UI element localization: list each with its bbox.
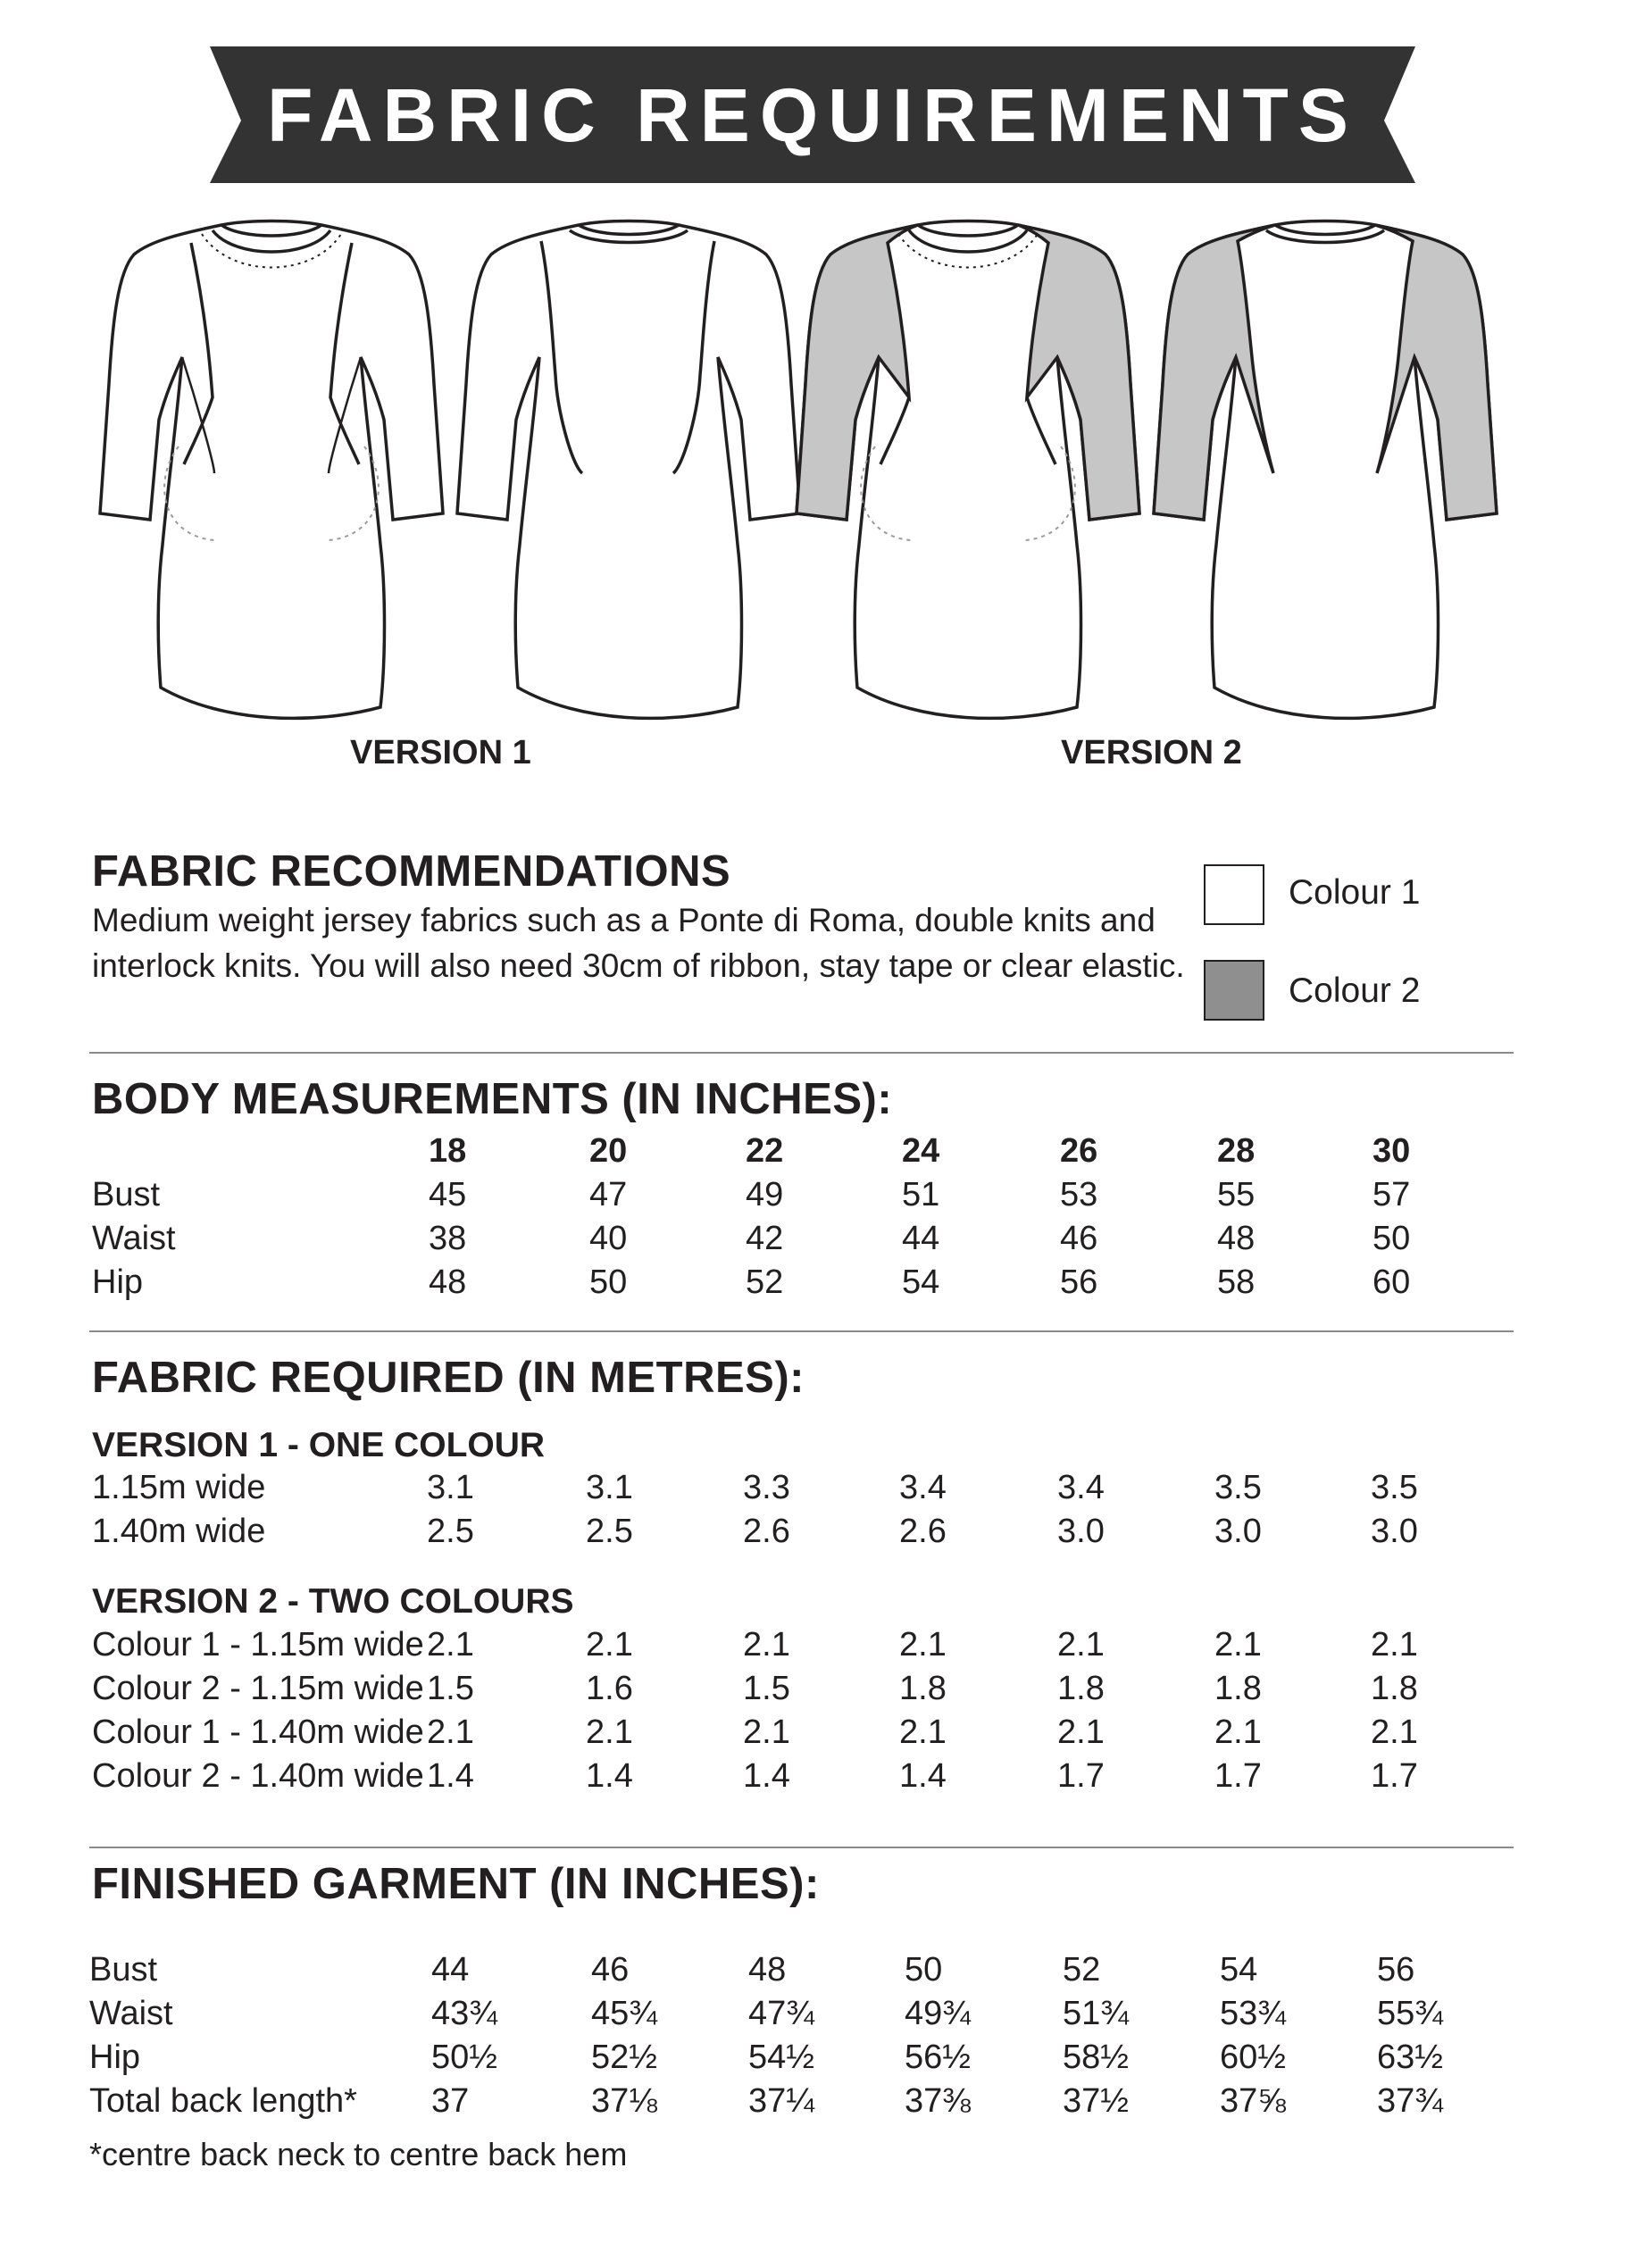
version-1-heading: VERSION 1 - ONE COLOUR bbox=[92, 1426, 546, 1464]
size-18: 18 bbox=[429, 1132, 467, 1170]
table-row: Colour 2 - 1.15m wide 1.5 1.6 1.5 1.8 1.8 1.8 1.8 bbox=[92, 1670, 1418, 1707]
recommendations-heading: FABRIC RECOMMENDATIONS bbox=[92, 847, 731, 896]
dress-v2-front bbox=[797, 221, 1139, 719]
table-row: Hip 50½ 52½ 54½ 56½ 58½ 60½ 63½ bbox=[89, 2039, 1443, 2076]
colour-2-swatch bbox=[1204, 960, 1264, 1021]
table-row: Hip 48 50 52 54 56 58 60 bbox=[92, 1263, 1411, 1301]
dress-v1-front bbox=[100, 221, 443, 719]
recommendations-text bbox=[92, 897, 1190, 988]
colour-1-swatch bbox=[1204, 864, 1264, 925]
version-2-heading: VERSION 2 - TWO COLOURS bbox=[92, 1582, 574, 1621]
recommendations-line-1: Medium weight jersey fabrics such as a Ponte di Roma, double knits and bbox=[92, 902, 1156, 938]
table-row: Bust 44 46 48 50 52 54 56 bbox=[89, 1951, 1415, 1989]
size-22: 22 bbox=[746, 1132, 784, 1170]
colour-1-label: Colour 1 bbox=[1289, 873, 1421, 912]
table-row: Colour 2 - 1.40m wide 1.4 1.4 1.4 1.4 1.7 1.7 1.7 bbox=[92, 1757, 1418, 1795]
size-30: 30 bbox=[1373, 1132, 1411, 1170]
table-row: Waist 43¾ 45¾ 47¾ 49¾ 51¾ 53¾ 55¾ bbox=[89, 1995, 1443, 2032]
divider bbox=[89, 1847, 1514, 1848]
table-row: Colour 1 - 1.40m wide 2.1 2.1 2.1 2.1 2.1 2.1 2.1 bbox=[92, 1714, 1418, 1751]
dress-v1-back bbox=[457, 221, 800, 719]
recommendations-line-2: interlock knits. You will also need 30cm of ribbon, stay tape or clear elastic. bbox=[92, 947, 1185, 984]
size-20: 20 bbox=[589, 1132, 628, 1170]
table-row: Colour 1 - 1.15m wide 2.1 2.1 2.1 2.1 2.1 2.1 2.1 bbox=[92, 1626, 1418, 1663]
table-row: 1.40m wide 2.5 2.5 2.6 2.6 3.0 3.0 3.0 bbox=[92, 1513, 1418, 1550]
version-1-label: VERSION 1 bbox=[350, 734, 531, 771]
finished-garment-heading: FINISHED GARMENT (IN INCHES): bbox=[92, 1860, 820, 1908]
size-28: 28 bbox=[1217, 1132, 1256, 1170]
version-2-label: VERSION 2 bbox=[1061, 734, 1242, 771]
dress-drawings bbox=[0, 0, 1627, 732]
size-24: 24 bbox=[902, 1132, 940, 1170]
table-row: 1.15m wide 3.1 3.1 3.3 3.4 3.4 3.5 3.5 bbox=[92, 1469, 1418, 1506]
table-row: Bust 45 47 49 51 53 55 57 bbox=[92, 1176, 1411, 1213]
dress-v2-back bbox=[1154, 221, 1497, 719]
table-row: Waist 38 40 42 44 46 48 50 bbox=[92, 1220, 1411, 1257]
page-title: FABRIC REQUIREMENTS bbox=[267, 72, 1358, 157]
size-header-row bbox=[0, 1132, 1627, 1177]
fabric-required-heading: FABRIC REQUIRED (IN METRES): bbox=[92, 1354, 805, 1402]
footnote: *centre back neck to centre back hem bbox=[89, 2136, 628, 2172]
divider bbox=[89, 1330, 1514, 1332]
size-26: 26 bbox=[1060, 1132, 1098, 1170]
divider bbox=[89, 1052, 1514, 1054]
colour-2-label: Colour 2 bbox=[1289, 971, 1421, 1010]
body-measurements-heading: BODY MEASUREMENTS (IN INCHES): bbox=[92, 1075, 893, 1123]
table-row: Total back length* 37 37⅛ 37¼ 37⅜ 37½ 37⅝ 37¾ bbox=[89, 2082, 1443, 2120]
